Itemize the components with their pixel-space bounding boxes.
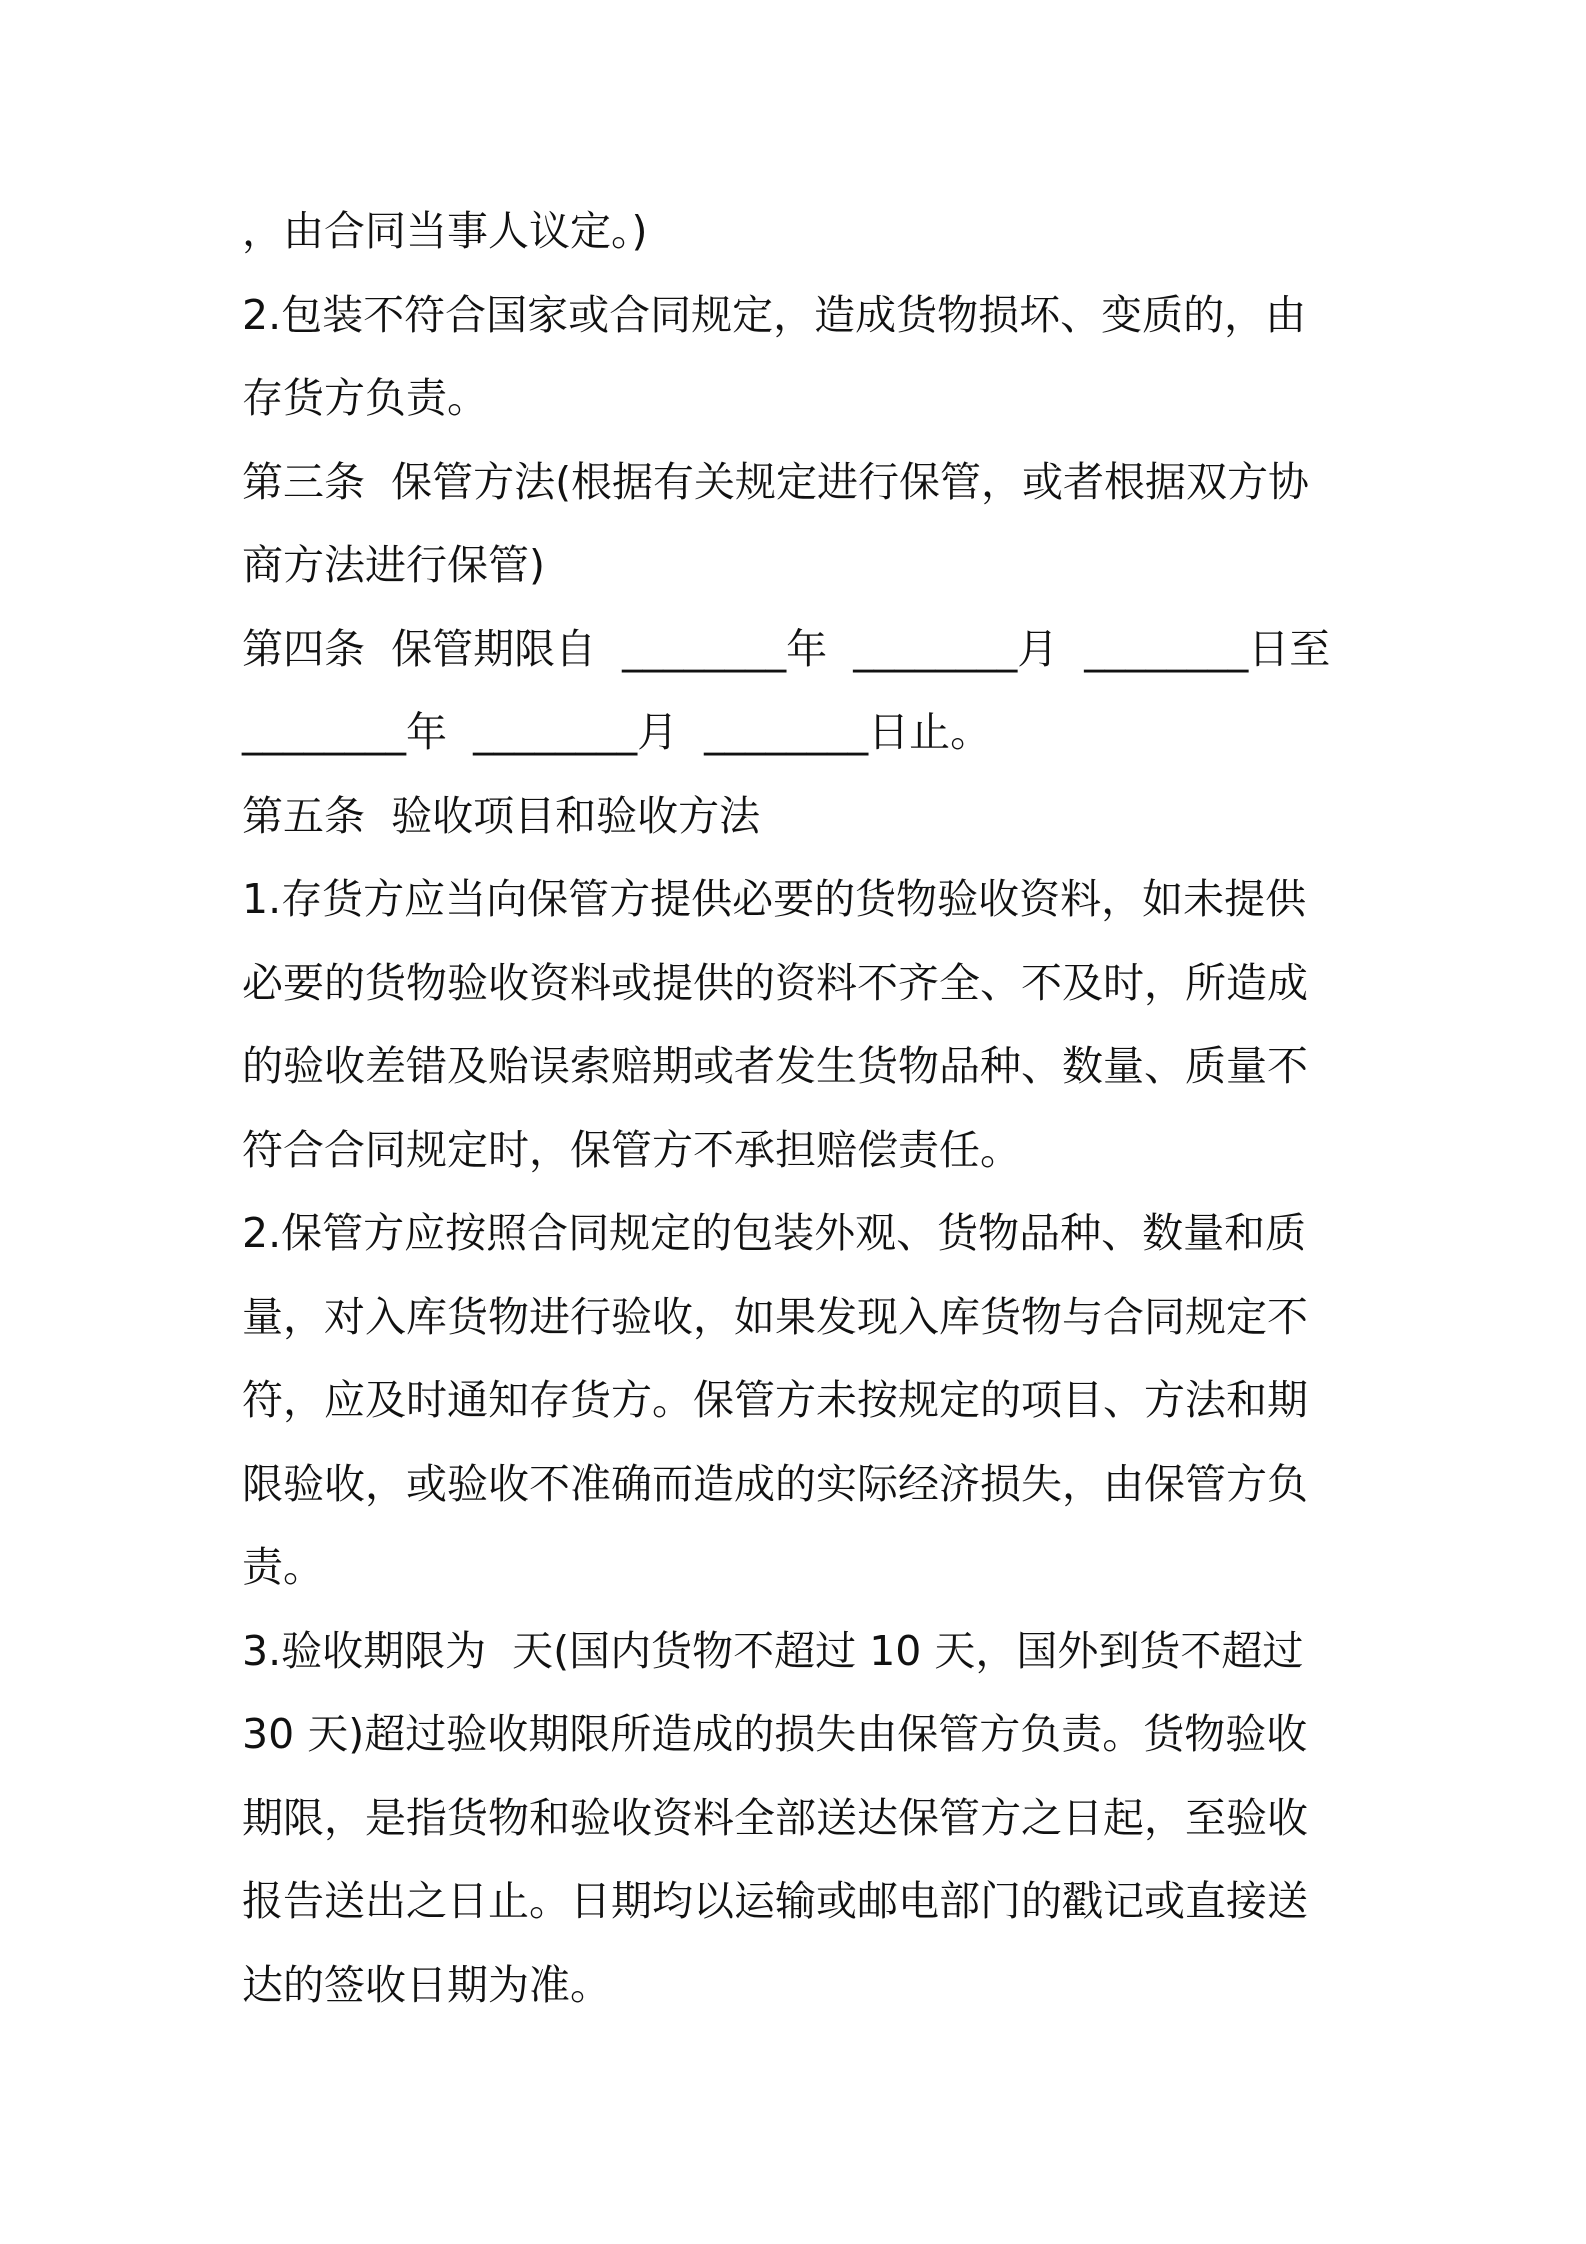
text-line: 2.包装不符合国家或合同规定，造成货物损坏、变质的，由 bbox=[242, 290, 1307, 339]
article-5-heading: 第五条 验收项目和验收方法 bbox=[242, 791, 761, 840]
text-line: 必要的货物验收资料或提供的资料不齐全、不及时，所造成 bbox=[242, 958, 1308, 1007]
text-line: 1.存货方应当向保管方提供必要的货物验收资料，如未提供 bbox=[242, 875, 1307, 923]
article-4-heading: 第四条 保管期限自 ________年 ________月 ________日至 bbox=[242, 624, 1331, 673]
text-line: 商方法进行保管) bbox=[242, 541, 545, 589]
text-line: 2.保管方应按照合同规定的包装外观、货物品种、数量和质 bbox=[242, 1209, 1307, 1257]
article-3-heading: 第三条 保管方法(根据有关规定进行保管，或者根据双方协 bbox=[242, 457, 1310, 506]
text-line: 量，对入库货物进行验收，如果发现入库货物与合同规定不 bbox=[242, 1292, 1308, 1341]
text-line: 期限，是指货物和验收资料全部送达保管方之日起，至验收 bbox=[242, 1793, 1308, 1842]
text-line: ，由合同当事人议定。) bbox=[242, 207, 648, 255]
text-line: 报告送出之日止。日期均以运输或邮电部门的戳记或直接送 bbox=[242, 1877, 1308, 1925]
contract-text bbox=[242, 190, 1354, 2027]
text-line: 符合合同规定时，保管方不承担赔偿责任。 bbox=[242, 1125, 1021, 1174]
text-line: 存货方负责。 bbox=[242, 374, 488, 422]
text-line: 符，应及时通知存货方。保管方未按规定的项目、方法和期 bbox=[242, 1376, 1308, 1424]
text-line: 达的签收日期为准。 bbox=[242, 1960, 611, 2009]
text-line: 限验收，或验收不准确而造成的实际经济损失，由保管方负 bbox=[242, 1459, 1308, 1508]
text-line: 3.验收期限为 天(国内货物不超过 10 天，国外到货不超过 bbox=[242, 1626, 1304, 1675]
text-line: 的验收差错及贻误索赔期或者发生货物品种、数量、质量不 bbox=[242, 1042, 1308, 1090]
text-line: 责。 bbox=[242, 1543, 324, 1591]
text-line: ________年 ________月 ________日止。 bbox=[242, 708, 992, 756]
text-line: 30 天)超过验收期限所造成的损失由保管方负责。货物验收 bbox=[242, 1710, 1308, 1758]
